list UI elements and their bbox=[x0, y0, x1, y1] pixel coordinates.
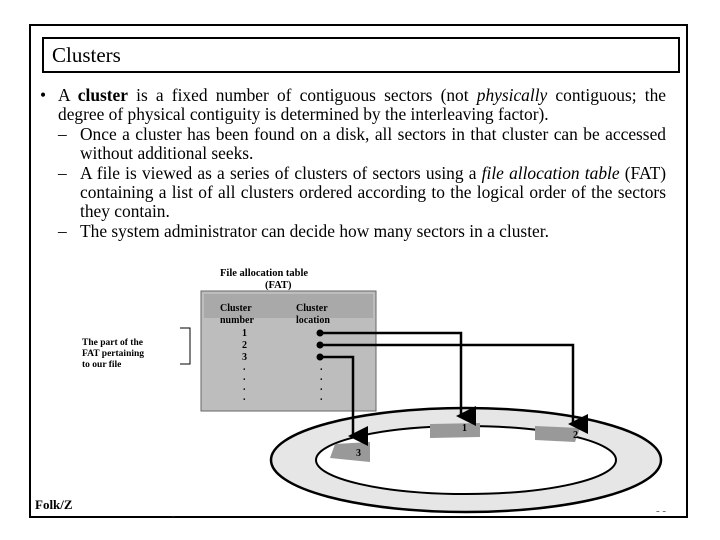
svg-text:to our file: to our file bbox=[82, 360, 122, 370]
slide-title bbox=[42, 37, 680, 73]
sector-1-shade bbox=[430, 423, 480, 438]
physically-term: physically bbox=[476, 85, 548, 105]
sub-marker: – bbox=[58, 162, 67, 183]
svg-text:The part of the: The part of the bbox=[82, 338, 143, 348]
row-1-number: 1 bbox=[242, 328, 247, 339]
svg-text:.: . bbox=[243, 382, 246, 393]
slide-title-text: Clusters bbox=[52, 43, 121, 67]
fat-term: file allocation table bbox=[481, 162, 620, 183]
row-3-number: 3 bbox=[242, 352, 247, 363]
disk-label-2: 2 bbox=[573, 430, 578, 441]
sub-text: A file is viewed as a series of clusters of sectors using a file allocation table (FAT) containing a list of all clusters ordered according to the logical order of the sectors they contain. bbox=[80, 162, 666, 222]
sub-text: Once a cluster has been found on a disk, all sectors in that cluster can be accessed without additional seeks. bbox=[80, 123, 666, 164]
col1-header-line2: number bbox=[220, 315, 254, 326]
sub-marker: – bbox=[58, 123, 67, 144]
sub-bullet-2 bbox=[58, 164, 666, 222]
fat-title-line1: File allocation table bbox=[220, 268, 309, 279]
sub-bullet-3 bbox=[58, 222, 666, 241]
fat-figure bbox=[80, 266, 666, 514]
disk-label-3: 3 bbox=[356, 448, 361, 459]
fat-side-label bbox=[82, 328, 190, 370]
sub-text: The system administrator can decide how many sectors in a cluster. bbox=[80, 220, 549, 241]
bullet-text: A cluster is a fixed number of contiguous sectors (not physically contiguous; the degree of physical contiguity is determined by the interleaving factor). bbox=[58, 85, 666, 125]
svg-text:.: . bbox=[243, 392, 246, 403]
fat-table bbox=[201, 268, 376, 411]
page-number: - - bbox=[656, 505, 667, 517]
col2-header-line1: Cluster bbox=[296, 303, 328, 314]
slide-content bbox=[40, 86, 666, 241]
footer-dot: . bbox=[172, 509, 175, 519]
cluster-term: cluster bbox=[77, 85, 128, 105]
main-bullet bbox=[40, 86, 666, 125]
svg-text:.: . bbox=[320, 362, 323, 373]
sub-bullet-1 bbox=[58, 125, 666, 164]
svg-text:.: . bbox=[320, 372, 323, 383]
fat-title-line2: (FAT) bbox=[265, 280, 292, 291]
footer-author: Folk/Z bbox=[35, 497, 73, 512]
row-2-number: 2 bbox=[242, 340, 247, 351]
bullet-marker: • bbox=[40, 85, 47, 105]
svg-text:.: . bbox=[243, 372, 246, 383]
svg-text:.: . bbox=[243, 362, 246, 373]
disk-label-1: 1 bbox=[462, 423, 467, 434]
svg-text:.: . bbox=[320, 392, 323, 403]
sub-marker: – bbox=[58, 220, 67, 241]
col2-header-line2: location bbox=[296, 315, 330, 326]
col1-header-line1: Cluster bbox=[220, 303, 252, 314]
svg-text:.: . bbox=[320, 382, 323, 393]
svg-text:FAT pertaining: FAT pertaining bbox=[82, 349, 145, 359]
